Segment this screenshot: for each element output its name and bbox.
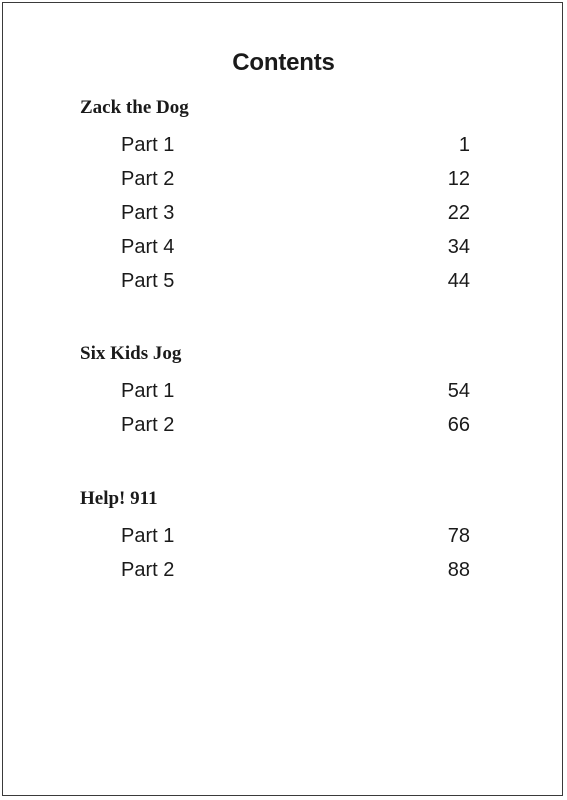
toc-entry-page-number: 34 [447,236,470,258]
toc-entry[interactable] [80,269,480,303]
toc-entry-label: Part 1 [121,525,175,547]
toc-entry-list [80,524,480,592]
section-title: Zack the Dog [80,97,189,118]
toc-entry-page-number: 1 [458,134,470,156]
toc-section-help-911 [80,488,480,592]
section-title: Six Kids Jog [80,343,182,364]
toc-entry-label: Part 1 [121,134,175,156]
toc-entry-list [80,379,480,447]
toc-entry-label: Part 5 [121,270,175,292]
toc-entry[interactable] [80,379,480,413]
section-title: Help! 911 [80,488,158,509]
toc-entry-label: Part 1 [121,380,175,402]
toc-entry[interactable] [80,524,480,558]
toc-entry[interactable] [80,235,480,269]
toc-entry[interactable] [80,167,480,201]
toc-section-six-kids-jog [80,343,480,447]
toc-entry-label: Part 2 [121,168,175,190]
toc-section-zack-the-dog [80,97,480,303]
toc-entry-label: Part 2 [121,414,175,436]
toc-entry-page-number: 78 [447,525,470,547]
toc-entry[interactable] [80,413,480,447]
toc-entry-page-number: 22 [447,202,470,224]
toc-entry-label: Part 2 [121,559,175,581]
toc-entry-page-number: 12 [447,168,470,190]
toc-entry-label: Part 4 [121,236,175,258]
toc-entry-page-number: 54 [447,380,470,402]
toc-entry-label: Part 3 [121,202,175,224]
toc-entry[interactable] [80,201,480,235]
page-title: Contents [232,49,335,76]
toc-entry-page-number: 44 [447,270,470,292]
toc-entry-page-number: 66 [447,414,470,436]
toc-entry[interactable] [80,558,480,592]
toc-entry-page-number: 88 [447,559,470,581]
toc-entry[interactable] [80,133,480,167]
contents-page [2,2,563,796]
toc-entry-list [80,133,480,303]
